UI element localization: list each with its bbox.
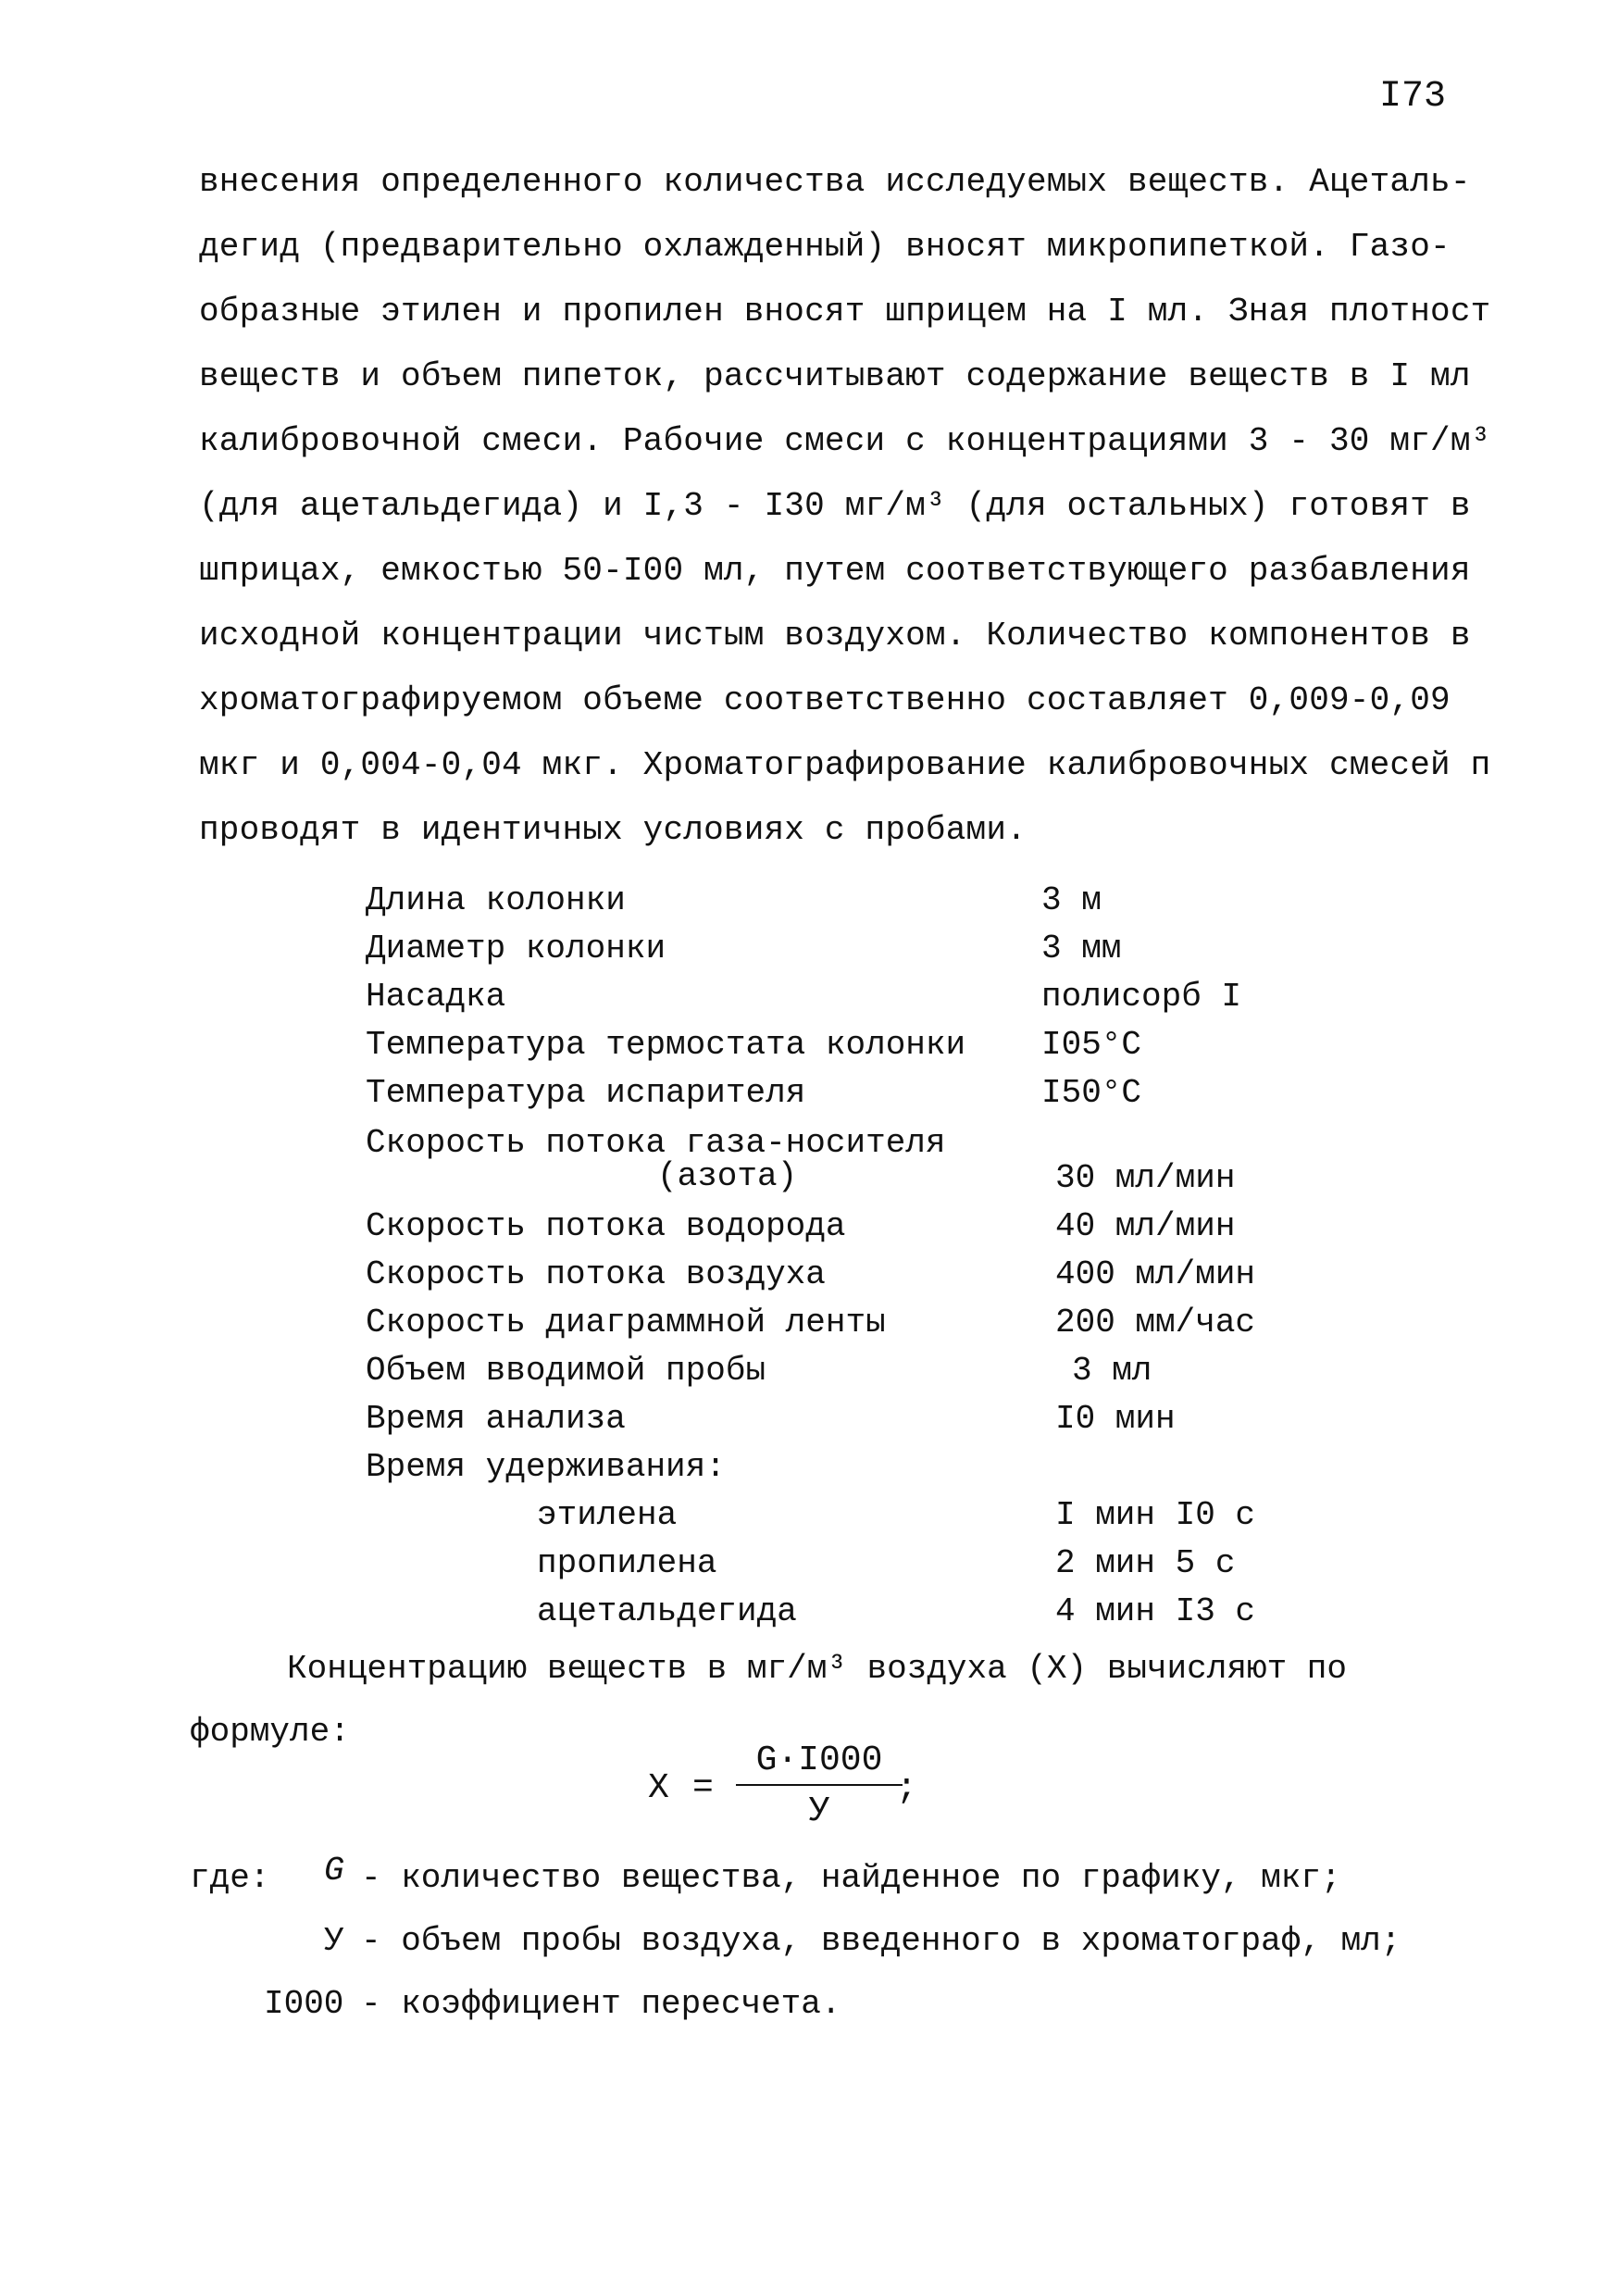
condition-label: Время удерживания: [366,1448,726,1486]
condition-value: 3 м [1041,881,1102,919]
condition-label-extra: (азота) [657,1157,798,1195]
condition-value: 400 мл/мин [1055,1255,1256,1293]
retention-value: 2 мин 5 с [1055,1544,1236,1582]
condition-label: Насадка [366,978,506,1016]
formula-intro: Концентрацию веществ в мг/м³ воздуха (X) вычисляют по [287,1650,1347,1688]
condition-value: 40 мл/мин [1055,1207,1236,1245]
legend-text: - количество вещества, найденное по графику, мкг; [361,1859,1341,1897]
legend-prefix: где: [190,1859,270,1897]
condition-label: Температура испарителя [366,1074,806,1112]
formula-lhs: X [648,1768,669,1808]
formula-denominator: У [808,1791,830,1831]
retention-value: 4 мин I3 с [1055,1592,1256,1630]
paragraph-line: исходной концентрации чистым воздухом. Количество компонентов в [199,617,1471,655]
formula-intro-end: формуле: [190,1713,350,1751]
page-number: I73 [1379,76,1447,118]
retention-value: I мин I0 с [1055,1496,1256,1534]
formula-numerator: G·I000 [736,1741,903,1786]
retention-label: ацетальдегида [537,1592,797,1630]
condition-label: Диаметр колонки [366,930,666,967]
condition-value: I05°С [1041,1026,1142,1064]
condition-value: 200 мм/час [1055,1304,1256,1341]
condition-label: Длина колонки [366,881,626,919]
condition-label: Скорость потока водорода [366,1207,846,1245]
paragraph-line: калибровочной смеси. Рабочие смеси с концентрациями 3 - 30 мг/м³ [199,422,1491,460]
legend-symbol: G [324,1852,344,1890]
paragraph-line: шприцах, емкостью 50-I00 мл, путем соответствующего разбавления [199,552,1471,590]
formula [648,1741,926,1842]
legend-symbol: У [324,1922,344,1960]
paragraph-line: внесения определенного количества исследуемых веществ. Ацеталь- [199,163,1471,201]
legend-text: - коэффициент пересчета. [361,1985,841,2023]
formula-terminator: ; [896,1768,917,1808]
condition-value: полисорб I [1041,978,1242,1016]
paragraph-line: дегид (предварительно охлажденный) вносят микропипеткой. Газо- [199,228,1451,266]
condition-label: Скорость диаграммной ленты [366,1304,886,1341]
condition-value: 3 мл [1072,1352,1152,1390]
condition-label: Объем вводимой пробы [366,1352,766,1390]
paragraph-line: проводят в идентичных условиях с пробами. [199,811,1027,849]
paragraph-line: хроматографируемом объеме соответственно составляет 0,009-0,09 [199,681,1451,719]
condition-label: Температура термостата колонки [366,1026,966,1064]
condition-value: I0 мин [1055,1400,1176,1438]
condition-label: Скорость потока воздуха [366,1255,826,1293]
paragraph-line: (для ацетальдегида) и I,3 - I30 мг/м³ (для остальных) готовят в [199,487,1471,525]
condition-value: I50°С [1041,1074,1142,1112]
formula-equals: = [692,1768,714,1808]
paragraph-line: образные этилен и пропилен вносят шприцем на I мл. Зная плотност [199,293,1491,331]
condition-value: 3 мм [1041,930,1122,967]
legend-symbol: I000 [264,1985,344,2023]
condition-label: Время анализа [366,1400,626,1438]
paragraph-line: веществ и объем пипеток, рассчитывают содержание веществ в I мл [199,357,1471,395]
retention-label: пропилена [537,1544,717,1582]
paragraph-line: мкг и 0,004-0,04 мкг. Хроматографирование калибровочных смесей п [199,746,1491,784]
legend-text: - объем пробы воздуха, введенного в хроматограф, мл; [361,1922,1401,1960]
condition-label: Скорость потока газа-носителя [366,1124,946,1162]
condition-value: 30 мл/мин [1055,1159,1236,1197]
retention-label: этилена [537,1496,678,1534]
